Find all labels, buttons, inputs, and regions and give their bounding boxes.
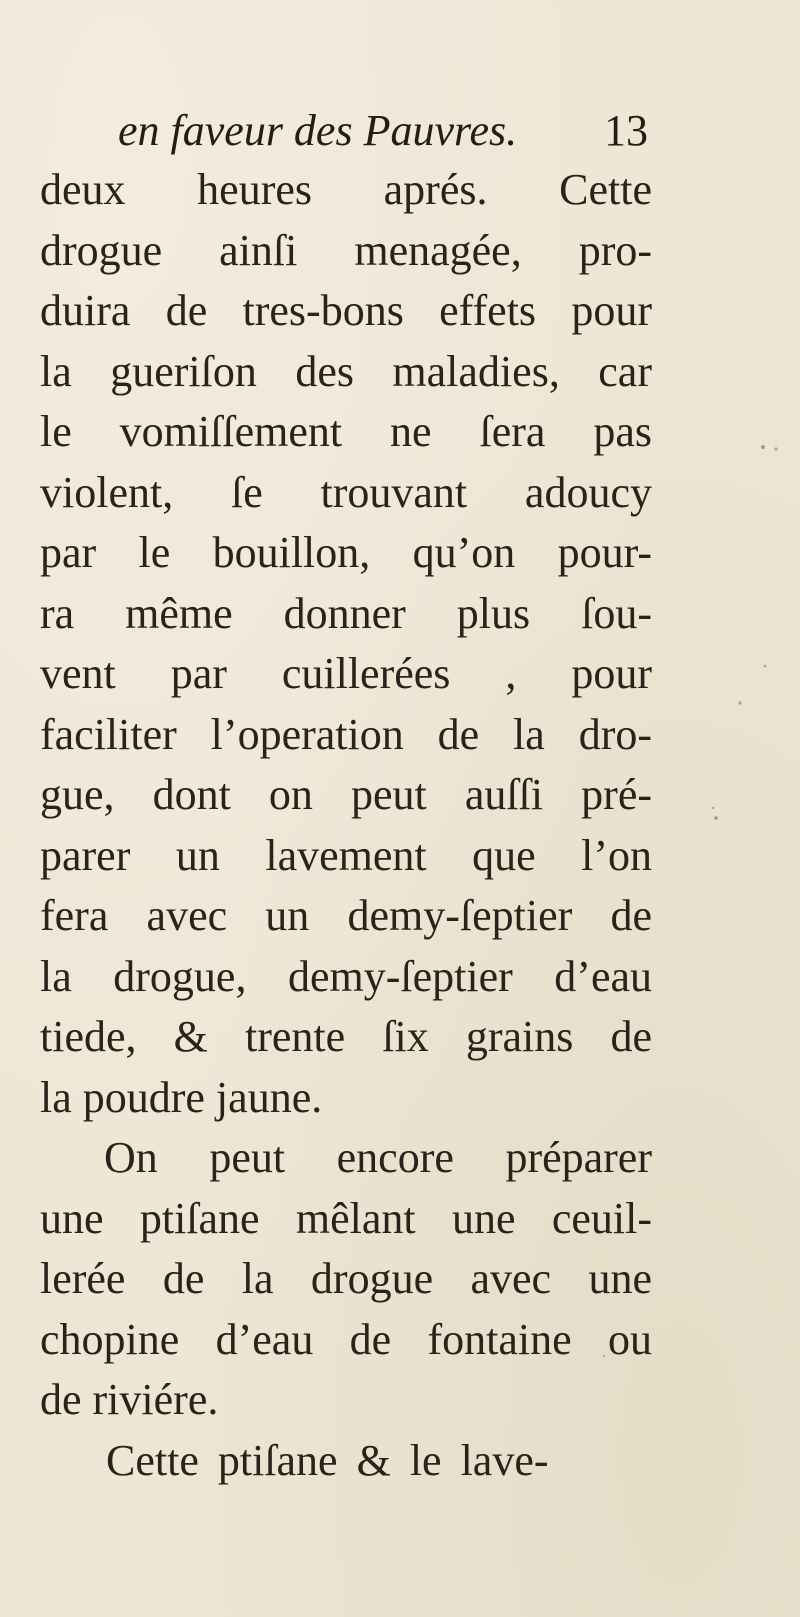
text-line-18: une ptiſane mêlant une ceuil- (40, 1193, 652, 1243)
text-line-10: faciliter l’operation de la dro- (40, 709, 652, 759)
text-line-16: la poudre jaune. (40, 1072, 323, 1122)
text-line-14: la drogue, demy-ſeptier d’eau (40, 951, 652, 1001)
running-head (118, 103, 648, 159)
text-line-19: lerée de la drogue avec une (40, 1254, 652, 1303)
text-line-2: drogue ainſi menagée, pro- (40, 225, 652, 275)
text-line-5: le vomiſſement ne ſera pas (40, 407, 652, 456)
text-line-12: parer un lavement que l’on (40, 830, 652, 880)
text-line-6: violent, ſe trouvant adoucy (40, 467, 652, 517)
text-line-21: de riviére. (40, 1375, 219, 1424)
text-line-3: duira de tres-bons effets pour (40, 286, 652, 335)
page-number: 13 (604, 106, 648, 155)
running-title: en faveur des Pauvres. (118, 106, 518, 155)
text-line-1: deux heures aprés. Cette (40, 165, 652, 214)
text-line-9: vent par cuillerées , pour (40, 649, 652, 698)
text-line-17: On peut encore préparer (104, 1133, 652, 1182)
text-line-22: Cette ptiſane & le lave- (106, 1435, 549, 1485)
text-line-15: tiede, & trente ſix grains de (40, 1012, 652, 1061)
text-line-20: chopine d’eau de fontaine ou (40, 1314, 652, 1364)
text-line-13: fera avec un demy-ſeptier de (40, 891, 652, 940)
body-text (40, 160, 652, 1491)
text-line-7: par le bouillon, qu’on pour- (40, 528, 652, 577)
text-line-4: la gueriſon des maladies, car (40, 346, 652, 396)
text-line-8: ra même donner plus ſou- (40, 588, 652, 638)
text-line-11: gue, dont on peut auſſi pré- (40, 770, 652, 819)
